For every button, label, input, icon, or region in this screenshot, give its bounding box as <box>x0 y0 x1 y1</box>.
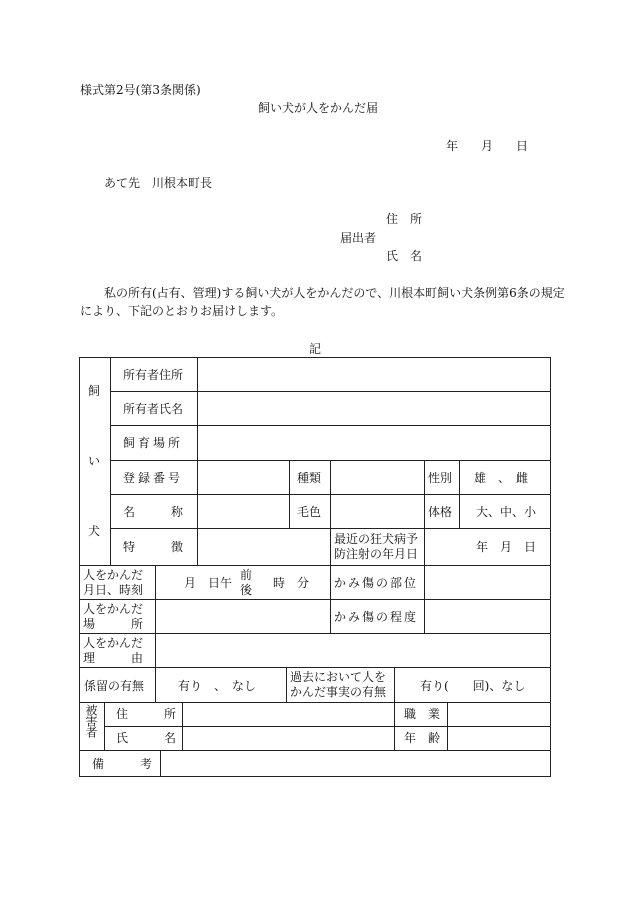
table-rule <box>459 460 460 528</box>
rabies-label-line2: 防注射の年月日 <box>334 547 419 561</box>
table-rule <box>286 667 287 702</box>
table-rule <box>79 750 551 751</box>
notifier-label: 届出者 <box>340 231 377 245</box>
past-bite-label-line2: かんだ事実の有無 <box>290 685 387 699</box>
detention-value: 有り 、 なし <box>178 679 257 693</box>
wound-degree-label: かみ傷の程度 <box>334 610 419 624</box>
body-text-line1: 私の所有(占有、管理)する飼い犬が人をかんだので、川根本町飼い犬条例第6条の規定 <box>104 286 565 300</box>
date-month-label: 月 <box>481 139 494 153</box>
form-number: 様式第2号(第3条関係) <box>80 83 201 97</box>
table-rule <box>104 702 105 750</box>
date-year-label: 年 <box>446 139 459 153</box>
date-day-label: 日 <box>516 139 529 153</box>
bite-reason-label-line2: 理 由 <box>83 651 144 665</box>
past-bite-label-line1: 過去において人を <box>290 670 387 684</box>
notifier-name-label: 氏 名 <box>386 249 423 263</box>
bite-place-label-line1: 人をかんだ <box>83 602 144 616</box>
keeping-place-label: 飼育場所 <box>123 436 184 450</box>
table-rule <box>79 667 551 668</box>
dog-label-3: 犬 <box>88 524 101 538</box>
table-rule <box>424 528 425 633</box>
sex-value: 雄 、 雌 <box>474 471 529 485</box>
table-rule <box>79 565 551 566</box>
dog-label-2: い <box>88 454 101 468</box>
table-rule <box>155 565 156 633</box>
table-rule <box>182 702 183 750</box>
dog-label-1: 飼 <box>88 384 101 398</box>
bite-date-value: 月 日午 <box>184 576 233 590</box>
table-rule <box>155 667 156 702</box>
table-rule <box>104 726 551 727</box>
body-text-line2: により、下記のとおりお届けします。 <box>80 304 284 318</box>
table-rule <box>197 357 198 565</box>
table-rule <box>79 633 551 634</box>
size-label: 体格 <box>428 505 453 519</box>
rabies-date-value: 年 月 日 <box>476 540 537 554</box>
bite-pm-label: 後 <box>240 583 253 597</box>
table-rule <box>447 702 448 750</box>
rabies-label-line1: 最近の狂犬病予 <box>334 532 419 546</box>
table-rule <box>330 460 331 528</box>
ki-mark: 記 <box>309 342 322 356</box>
table-rule <box>110 391 551 392</box>
remarks-label: 備 考 <box>92 757 153 771</box>
bite-time-value: 時 分 <box>273 576 310 590</box>
table-rule <box>110 425 551 426</box>
victim-name-label: 氏 名 <box>116 731 177 745</box>
coat-color-label: 毛色 <box>297 505 322 519</box>
owner-name-label: 所有者氏名 <box>123 402 184 416</box>
victim-label: 被害者 <box>84 704 98 737</box>
table-rule <box>424 460 425 528</box>
table-rule <box>289 460 290 528</box>
size-value: 大、中、小 <box>476 505 537 519</box>
sex-label: 性別 <box>428 471 453 485</box>
victim-address-label: 住 所 <box>116 707 177 721</box>
owner-address-label: 所有者住所 <box>123 368 184 382</box>
form-title: 飼い犬が人をかんだ届 <box>258 101 379 115</box>
bite-reason-label-line1: 人をかんだ <box>83 636 144 650</box>
notifier-address-label: 住 所 <box>386 212 423 226</box>
bite-date-label-line2: 月日、時刻 <box>83 583 144 597</box>
table-rule <box>160 750 161 777</box>
addressee: あて先 川根本町長 <box>104 176 213 190</box>
breed-label: 種類 <box>297 471 322 485</box>
table-rule <box>110 357 111 565</box>
bite-am-label: 前 <box>240 568 253 582</box>
table-rule <box>79 599 551 600</box>
registration-number-label: 登録番号 <box>123 471 184 485</box>
bite-date-label-line1: 人をかんだ <box>83 568 144 582</box>
wound-site-label: かみ傷の部位 <box>334 576 419 590</box>
victim-job-label: 職 業 <box>404 707 441 721</box>
dog-name-label: 名 称 <box>123 505 184 519</box>
past-bite-value: 有り( 回)、なし <box>420 679 526 693</box>
bite-place-label-line2: 場 所 <box>83 617 144 631</box>
table-rule <box>394 702 395 750</box>
table-rule <box>79 702 551 703</box>
table-rule <box>155 633 156 667</box>
table-rule <box>394 667 395 702</box>
detention-label: 係留の有無 <box>84 679 145 693</box>
victim-age-label: 年 齢 <box>404 731 441 745</box>
features-label: 特 徴 <box>123 540 184 554</box>
table-rule <box>330 528 331 633</box>
